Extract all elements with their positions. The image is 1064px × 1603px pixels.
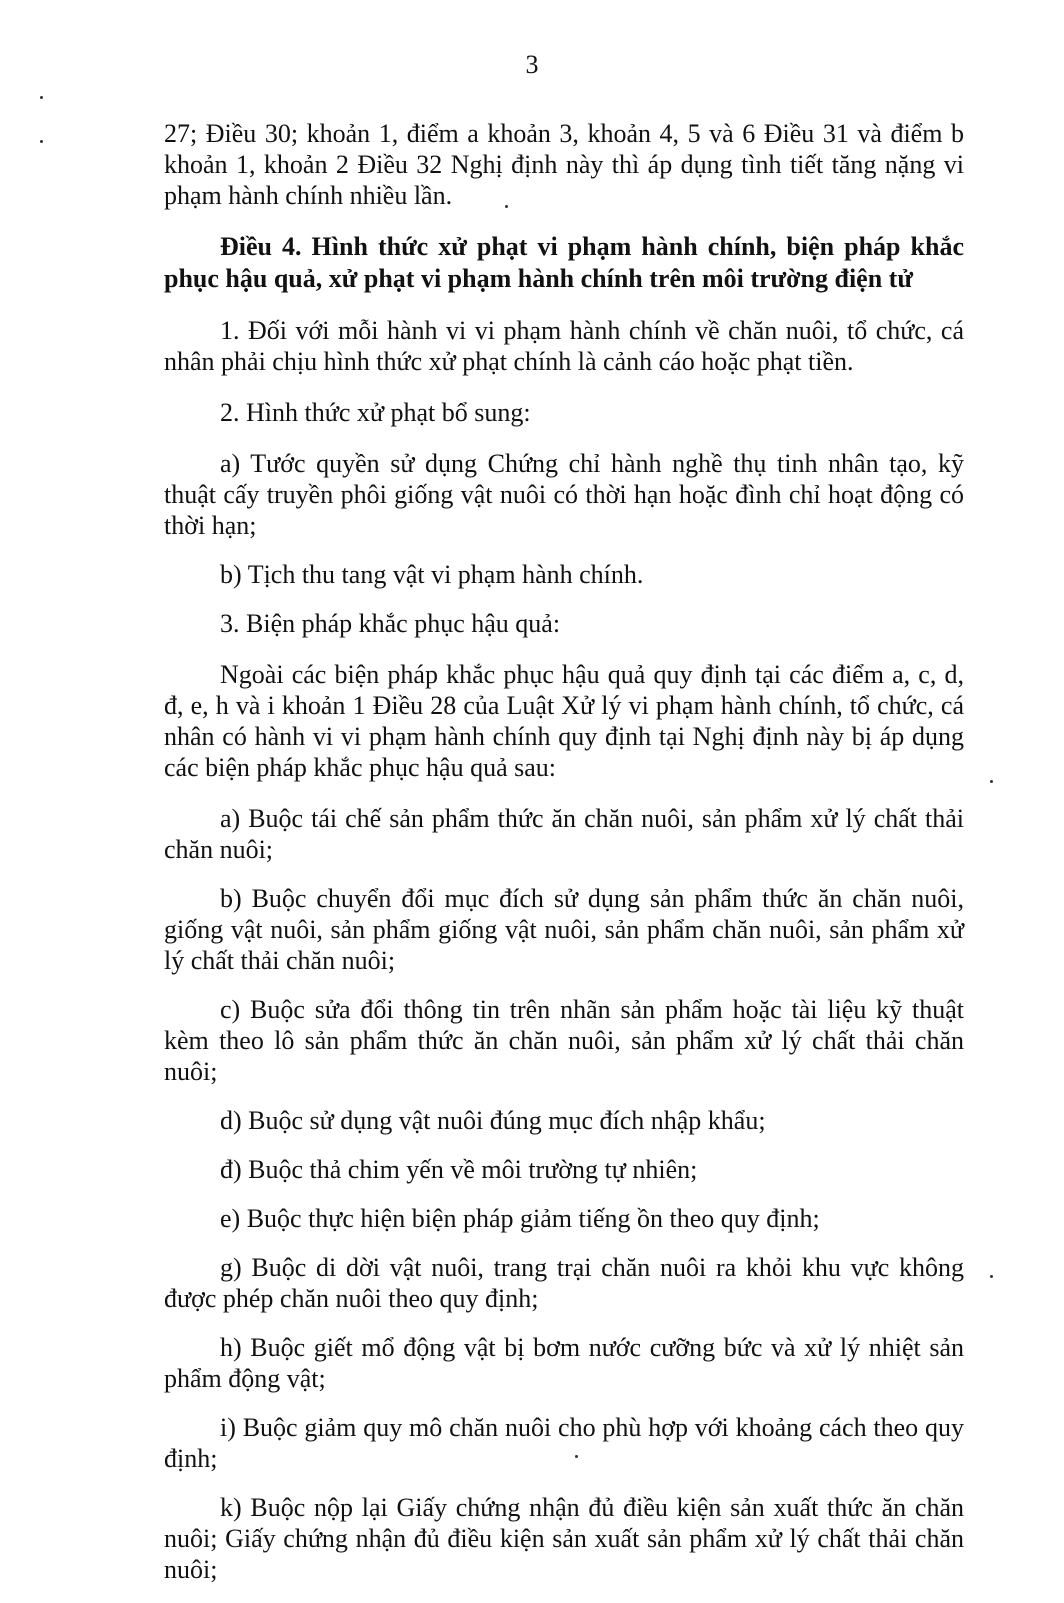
paragraph-clause-3-intro: Ngoài các biện pháp khắc phục hậu quả quy định tại các điểm a, c, d, đ, e, h và i khoản 1 Điều 28 của Luật Xử lý vi phạm hành chính, tổ chức, cá nhân có hành vi vi phạm hành chính quy định tại Nghị định này bị áp dụng các biện pháp khắc phục hậu quả sau: — [164, 660, 964, 782]
article-heading: Điều 4. Hình thức xử phạt vi phạm hành chính, biện pháp khắc phục hậu quả, xử phạt vi phạm hành chính trên môi trường điện tử — [164, 232, 964, 293]
list-item-3a: a) Buộc tái chế sản phẩm thức ăn chăn nuôi, sản phẩm xử lý chất thải chăn nuôi; — [164, 804, 964, 864]
list-item-3d: d) Buộc sử dụng vật nuôi đúng mục đích nhập khẩu; — [220, 1106, 766, 1135]
scan-speck — [40, 140, 43, 143]
list-item-3dd: đ) Buộc thả chim yến về môi trường tự nhiên; — [220, 1155, 698, 1184]
list-item-3k: k) Buộc nộp lại Giấy chứng nhận đủ điều kiện sản xuất thức ăn chăn nuôi; Giấy chứng nhận đủ điều kiện sản xuất sản phẩm xử lý chất thải chăn nuôi; — [164, 1493, 964, 1584]
paragraph-clause-2: 2. Hình thức xử phạt bổ sung: — [220, 398, 531, 427]
list-item-3h: h) Buộc giết mổ động vật bị bơm nước cưỡng bức và xử lý nhiệt sản phẩm động vật; — [164, 1333, 964, 1393]
list-item-3i: i) Buộc giảm quy mô chăn nuôi cho phù hợp với khoảng cách theo quy định; — [164, 1413, 964, 1473]
paragraph-clause-3: 3. Biện pháp khắc phục hậu quả: — [220, 609, 561, 638]
scan-speck — [990, 780, 993, 783]
page-number: 3 — [525, 50, 539, 79]
scan-speck — [40, 96, 43, 99]
list-item-3c: c) Buộc sửa đổi thông tin trên nhãn sản phẩm hoặc tài liệu kỹ thuật kèm theo lô sản phẩm thức ăn chăn nuôi, sản phẩm xử lý chất thải chăn nuôi; — [164, 995, 964, 1086]
paragraph-clause-1: 1. Đối với mỗi hành vi vi phạm hành chính về chăn nuôi, tổ chức, cá nhân phải chịu hình thức xử phạt chính là cảnh cáo hoặc phạt tiền. — [164, 316, 964, 376]
scan-speck — [575, 1455, 578, 1458]
scan-speck — [505, 205, 508, 208]
list-item-2a: a) Tước quyền sử dụng Chứng chỉ hành nghề thụ tinh nhân tạo, kỹ thuật cấy truyền phôi giống vật nuôi có thời hạn hoặc đình chỉ hoạt động có thời hạn; — [164, 449, 964, 540]
list-item-3b: b) Buộc chuyển đổi mục đích sử dụng sản phẩm thức ăn chăn nuôi, giống vật nuôi, sản phẩm giống vật nuôi, sản phẩm chăn nuôi, sản phẩm xử lý chất thải chăn nuôi; — [164, 884, 964, 975]
list-item-3g: g) Buộc di dời vật nuôi, trang trại chăn nuôi ra khỏi khu vực không được phép chăn nuôi theo quy định; — [164, 1253, 964, 1313]
document-body — [164, 118, 964, 1603]
paragraph-continuation: 27; Điều 30; khoản 1, điểm a khoản 3, khoản 4, 5 và 6 Điều 31 và điểm b khoản 1, khoản 2 Điều 32 Nghị định này thì áp dụng tình tiết tăng nặng vi phạm hành chính nhiều lần. — [164, 119, 964, 210]
list-item-3e: e) Buộc thực hiện biện pháp giảm tiếng ồn theo quy định; — [220, 1204, 820, 1233]
scan-speck — [990, 1275, 993, 1278]
list-item-2b: b) Tịch thu tang vật vi phạm hành chính. — [220, 560, 644, 589]
